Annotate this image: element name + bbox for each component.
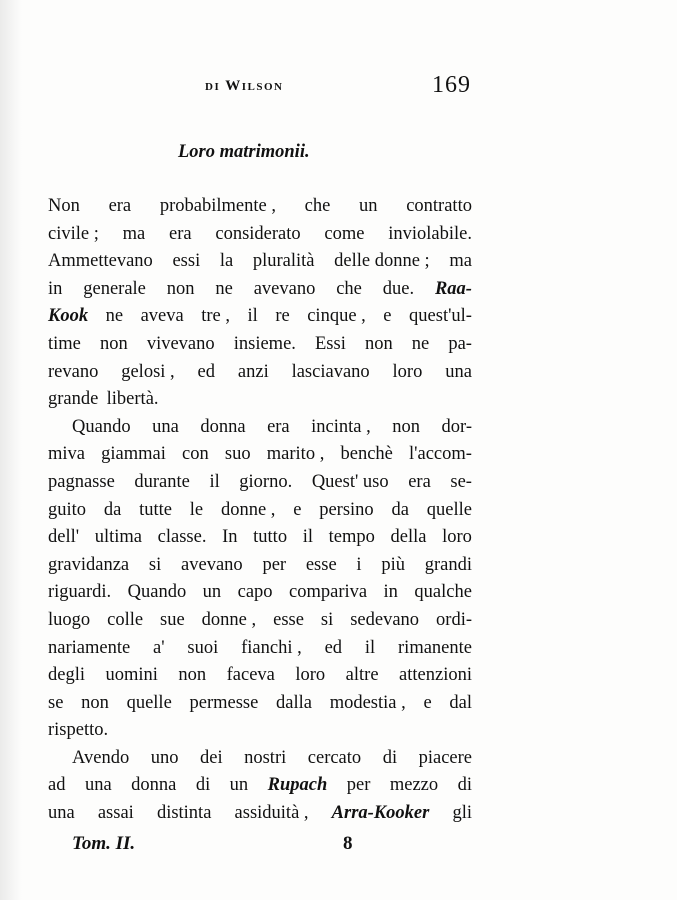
word: libertà. <box>106 389 159 410</box>
word: pluralità <box>252 251 315 272</box>
italic-word: Rupach <box>267 775 328 796</box>
word: si <box>320 609 334 630</box>
word: per <box>262 554 287 575</box>
text-line <box>48 303 472 331</box>
word: pa- <box>448 333 472 354</box>
word: insieme. <box>233 333 296 354</box>
word: gravidanza <box>48 554 130 575</box>
text-line <box>48 276 472 304</box>
word: delle donne ; <box>334 251 430 272</box>
word: compariva <box>289 582 368 603</box>
word: ed <box>197 361 216 382</box>
word: marito , <box>266 444 325 465</box>
word: a' <box>153 637 165 658</box>
body-text <box>48 193 472 828</box>
text-line <box>48 662 472 690</box>
word: suoi <box>187 637 219 658</box>
word: non <box>392 416 421 437</box>
word: della <box>390 527 427 548</box>
word: ed <box>324 637 343 658</box>
text-line <box>48 414 472 442</box>
word: durante <box>134 471 190 492</box>
word: generale <box>83 278 146 299</box>
word: non <box>99 333 128 354</box>
word: essi <box>172 251 201 272</box>
word: che <box>336 278 362 299</box>
word: tutto <box>253 527 288 548</box>
text-line <box>48 635 472 663</box>
word: gelosi , <box>121 361 175 382</box>
word: due. <box>382 278 415 299</box>
italic-word: Kook <box>48 306 89 327</box>
word: degli <box>48 665 85 686</box>
volume-signature: Tom. II. <box>72 833 136 854</box>
word: era <box>108 196 132 216</box>
word: grande <box>48 389 99 410</box>
word: una <box>445 361 472 382</box>
word: In <box>222 527 238 548</box>
word: altre <box>345 665 379 686</box>
word: guito <box>48 499 87 520</box>
word: attenzioni <box>399 665 472 686</box>
text-line <box>48 193 472 221</box>
text-line <box>48 552 472 580</box>
word: aveva <box>140 306 184 327</box>
word: loro <box>442 527 472 548</box>
word: grandi <box>424 554 472 575</box>
word: assiduità , <box>234 803 309 824</box>
word: Quando <box>127 582 187 603</box>
word: con <box>182 444 209 465</box>
word: una <box>84 775 112 796</box>
word: donna <box>200 416 246 437</box>
word: il <box>209 471 220 492</box>
word: giammai <box>101 444 166 465</box>
word: il <box>364 637 376 658</box>
word: contratto <box>406 196 472 216</box>
word: anzi <box>237 361 269 382</box>
text-line <box>48 717 472 745</box>
word: Quest' uso <box>311 471 389 492</box>
word: donne , <box>220 499 276 520</box>
italic-word: Arra-Kooker <box>331 803 430 824</box>
word: cercato <box>307 747 362 768</box>
word: distinta <box>156 803 212 824</box>
text-line <box>48 690 472 718</box>
text-line <box>48 248 472 276</box>
text-line <box>48 524 472 552</box>
word: in <box>48 278 63 299</box>
word: ne <box>105 306 124 327</box>
word: considerato <box>215 223 301 244</box>
word: un <box>202 582 222 603</box>
word: l'accom- <box>409 444 472 465</box>
word: in <box>383 582 398 603</box>
word: time <box>48 333 81 354</box>
word: inviolabile. <box>388 223 472 244</box>
word: pagnasse <box>48 471 115 492</box>
word: di <box>382 747 398 768</box>
word: la <box>219 251 234 272</box>
word: qualche <box>414 582 472 603</box>
word: ordi- <box>436 609 472 630</box>
word: più <box>381 554 405 575</box>
word: e <box>423 692 432 713</box>
word: una <box>152 416 179 437</box>
page-number: 169 <box>432 72 471 98</box>
text-line <box>48 221 472 249</box>
text-line <box>48 331 472 359</box>
word: di <box>457 775 472 796</box>
binding-gutter-shadow <box>0 0 22 900</box>
word: sedevano <box>350 609 420 630</box>
italic-word: Raa- <box>434 278 472 299</box>
word: faceva <box>226 665 275 686</box>
word: il <box>302 527 313 548</box>
word: riguardi. <box>48 582 112 603</box>
text-line <box>48 386 472 414</box>
word: fianchi , <box>241 637 302 658</box>
word: cinque , <box>307 306 366 327</box>
word: loro <box>295 665 326 686</box>
text-line <box>48 497 472 525</box>
word: giorno. <box>239 471 293 492</box>
word: rispetto. <box>48 720 109 741</box>
word: uomini <box>105 665 158 686</box>
word: re <box>275 306 290 327</box>
word: suo <box>224 444 251 465</box>
word: e <box>383 306 392 327</box>
word: donna <box>131 775 177 796</box>
word: benchè <box>340 444 393 465</box>
word: vivevano <box>146 333 215 354</box>
word: che <box>304 196 331 216</box>
text-line <box>48 772 472 800</box>
word: da <box>103 499 122 520</box>
word: ne <box>411 333 430 354</box>
text-line <box>48 745 472 773</box>
word: permesse <box>189 692 259 713</box>
word: un <box>229 775 249 796</box>
word: non <box>178 665 207 686</box>
text-line <box>48 441 472 469</box>
word: incinta , <box>311 416 371 437</box>
word: Essi <box>315 333 346 354</box>
word: rimanente <box>398 637 472 658</box>
word: luogo <box>48 609 91 630</box>
word: mezzo <box>389 775 439 796</box>
word: dei <box>199 747 223 768</box>
word: era <box>408 471 431 492</box>
word: esse <box>305 554 337 575</box>
word: ma <box>449 251 472 272</box>
word: si <box>148 554 162 575</box>
word: tre , <box>201 306 231 327</box>
word: una <box>48 803 75 824</box>
word: non <box>166 278 195 299</box>
word: se- <box>450 471 472 492</box>
word: donne , <box>201 609 257 630</box>
word: e <box>293 499 302 520</box>
running-head: di Wilson <box>205 78 284 94</box>
word: le <box>189 499 204 520</box>
word: uno <box>150 747 179 768</box>
word: quest'ul- <box>409 306 472 327</box>
word: classe. <box>157 527 207 548</box>
section-title: Loro matrimonii. <box>178 142 310 162</box>
sheet-number: 8 <box>343 833 353 854</box>
word: persino <box>319 499 374 520</box>
word: sue <box>160 609 185 630</box>
word: miva <box>48 444 85 465</box>
word: i <box>356 554 362 575</box>
word: come <box>324 223 365 244</box>
word: ultima <box>94 527 142 548</box>
word: avevano <box>253 278 316 299</box>
word: un <box>359 196 378 216</box>
word: per <box>346 775 371 796</box>
word: lasciavano <box>291 361 370 382</box>
text-line <box>48 469 472 497</box>
word: probabilmente , <box>159 196 276 216</box>
text-line <box>48 359 472 387</box>
word: piacere <box>418 747 472 768</box>
word: Quando <box>72 416 131 437</box>
word: ma <box>122 223 146 244</box>
word: era <box>169 223 192 244</box>
word: nostri <box>244 747 287 768</box>
word: avevano <box>181 554 243 575</box>
text-line <box>48 607 472 635</box>
word: non <box>81 692 109 713</box>
word: capo <box>237 582 273 603</box>
word: Avendo <box>72 747 130 768</box>
word: di <box>195 775 211 796</box>
word: Non <box>48 196 80 216</box>
word: dell' <box>48 527 80 548</box>
text-line <box>48 800 472 828</box>
word: loro <box>392 361 423 382</box>
word: colle <box>107 609 144 630</box>
word: gli <box>452 803 472 824</box>
word: revano <box>48 361 99 382</box>
word: se <box>48 692 64 713</box>
word: ad <box>48 775 66 796</box>
word: quelle <box>126 692 172 713</box>
word: modestia , <box>329 692 406 713</box>
word: tempo <box>328 527 375 548</box>
word: dalla <box>276 692 312 713</box>
text-line <box>48 579 472 607</box>
word: ne <box>215 278 233 299</box>
word: non <box>364 333 393 354</box>
word: era <box>267 416 290 437</box>
word: tutte <box>139 499 172 520</box>
word: dal <box>449 692 472 713</box>
word: assai <box>97 803 134 824</box>
word: dor- <box>441 416 472 437</box>
word: il <box>247 306 258 327</box>
word: nariamente <box>48 637 131 658</box>
word: civile ; <box>48 223 99 244</box>
word: da <box>391 499 409 520</box>
word: Ammettevano <box>48 251 153 272</box>
word: esse <box>273 609 304 630</box>
word: quelle <box>426 499 472 520</box>
